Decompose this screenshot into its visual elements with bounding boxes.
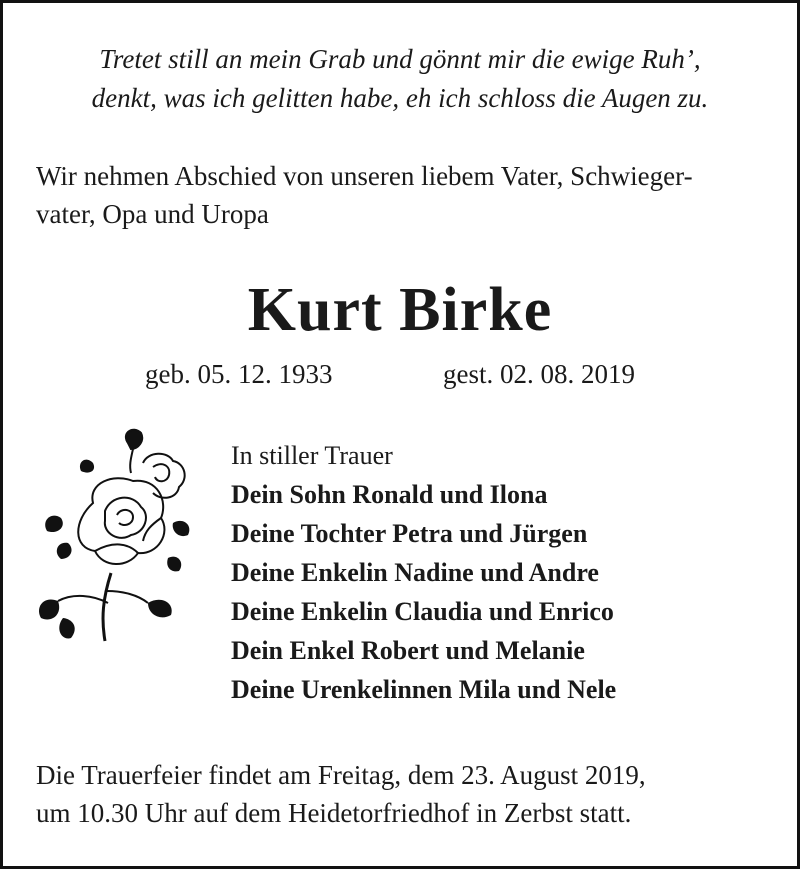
intro-line-1: Wir nehmen Abschied von unseren liebem Vater, Schwieger- [36, 161, 693, 191]
intro-line-2: vater, Opa und Uropa [36, 199, 269, 229]
poem-line-2: denkt, was ich gelitten habe, eh ich schloss die Augen zu. [91, 83, 709, 113]
funeral-line-2: um 10.30 Uhr auf dem Heidetorfriedhof in Zerbst statt. [36, 798, 632, 828]
funeral-line-1: Die Trauerfeier findet am Freitag, dem 23. August 2019, [36, 760, 646, 790]
rose-icon [33, 423, 203, 648]
mourner-line-6: Deine Urenkelinnen Mila und Nele [231, 675, 617, 704]
poem-line-1: Tretet still an mein Grab und gönnt mir die ewige Ruh’, [99, 44, 701, 74]
mourner-line-2: Deine Tochter Petra und Jürgen [231, 519, 588, 548]
mourner-line-1: Dein Sohn Ronald und Ilona [231, 480, 548, 509]
mourner-line-5: Dein Enkel Robert und Melanie [231, 636, 585, 665]
mourner-line-3: Deine Enkelin Nadine und Andre [231, 558, 599, 587]
deceased-name: Kurt Birke [247, 276, 553, 344]
mourner-line-4: Deine Enkelin Claudia und Enrico [231, 597, 614, 626]
birth-date: geb. 05. 12. 1933 [145, 359, 333, 389]
mourners-heading: In stiller Trauer [231, 441, 393, 470]
death-date: gest. 02. 08. 2019 [443, 359, 635, 389]
